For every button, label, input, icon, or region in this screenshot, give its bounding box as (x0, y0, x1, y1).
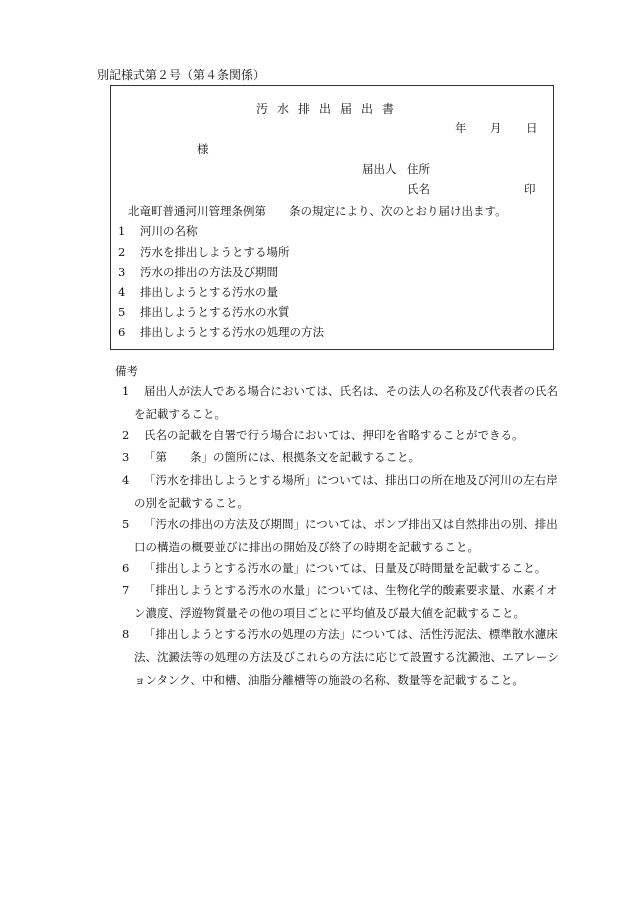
item-number: 1 (118, 224, 126, 238)
note-number: 1 (122, 384, 130, 398)
note-line: ン濃度、浮遊物質量その他の項目ごとに平均値及び最大値を記載すること。 (134, 606, 525, 620)
item-number: 4 (118, 285, 126, 299)
remark-note (122, 380, 558, 426)
note-line: 法、沈澱法等の処理の方法及びこれらの方法に応じて設置する沈澱池、エアレーシ (134, 650, 559, 664)
address-label: 住所 (407, 162, 430, 176)
seal-mark: 印 (524, 182, 536, 196)
remark-note (122, 424, 524, 447)
form-item (118, 324, 324, 340)
item-text: 汚水の排出の方法及び期間 (140, 265, 278, 279)
item-text: 汚水を排出しようとする場所 (140, 245, 290, 259)
item-number: 6 (118, 325, 126, 339)
note-line: 氏名の記載を自署で行う場合においては、押印を省略することができる。 (144, 428, 524, 442)
item-number: 3 (118, 265, 126, 279)
note-number: 2 (122, 428, 130, 442)
declaration-statement: 北竜町普通河川管理条例第 条の規定により、次のとおり届け出ます。 (128, 204, 507, 218)
form-item (118, 264, 278, 280)
note-number: 8 (122, 627, 130, 641)
date-month-label: 月 (490, 121, 502, 135)
note-line: 届出人が法人である場合においては、氏名は、その法人の名称及び代表者の氏名 (144, 384, 558, 398)
remarks-heading: 備考 (115, 364, 138, 378)
note-line: 「第 条」の箇所には、根拠条文を記載すること。 (144, 450, 420, 464)
applicant-label: 届出人 (362, 162, 397, 176)
note-line: 「排出しようとする汚水の処理の方法」については、活性汚泥法、標準散水濾床 (144, 627, 558, 641)
note-number: 3 (122, 450, 130, 464)
form-item (118, 304, 290, 320)
item-text: 排出しようとする汚水の水質 (140, 305, 290, 319)
name-label: 氏名 (407, 182, 430, 196)
form-item (118, 223, 198, 239)
form-item (118, 284, 278, 300)
note-line: の別を記載すること。 (134, 496, 249, 510)
item-number: 2 (118, 245, 126, 259)
item-number: 5 (118, 305, 126, 319)
remark-note (122, 623, 559, 692)
addressee-suffix: 様 (197, 142, 209, 156)
note-number: 6 (122, 561, 130, 575)
note-number: 5 (122, 517, 130, 531)
note-line: 「汚水を排出しようとする場所」については、排出口の所在地及び河川の左右岸 (144, 473, 558, 487)
note-line: を記載すること。 (134, 407, 226, 421)
note-line: ョンタンク、中和槽、油脂分離槽等の施設の名称、数量等を記載すること。 (134, 673, 524, 687)
item-text: 河川の名称 (140, 224, 198, 238)
note-line: 「排出しようとする汚水の水量」については、生物化学的酸素要求量、水素イオ (144, 583, 558, 597)
note-number: 7 (122, 583, 130, 597)
note-number: 4 (122, 473, 130, 487)
remark-note (122, 513, 558, 559)
form-item (118, 244, 290, 260)
item-text: 排出しようとする汚水の量 (140, 285, 278, 299)
remark-note (122, 469, 558, 515)
note-line: 「排出しようとする汚水の量」については、日量及び時間量を記載すること。 (144, 561, 547, 575)
date-day-label: 日 (526, 121, 538, 135)
item-text: 排出しようとする汚水の処理の方法 (140, 325, 324, 339)
form-number: 別記様式第２号（第４条関係） (97, 68, 266, 82)
remark-note (122, 557, 546, 580)
remark-note (122, 579, 557, 625)
note-line: 口の構造の概要並びに排出の開始及び終了の時期を記載すること。 (134, 540, 479, 554)
note-line: 「汚水の排出の方法及び期間」については、ポンプ排出又は自然排出の別、排出 (144, 517, 558, 531)
document-title: 汚水排出届出書 (256, 102, 404, 116)
remark-note (122, 446, 420, 469)
date-year-label: 年 (455, 121, 467, 135)
